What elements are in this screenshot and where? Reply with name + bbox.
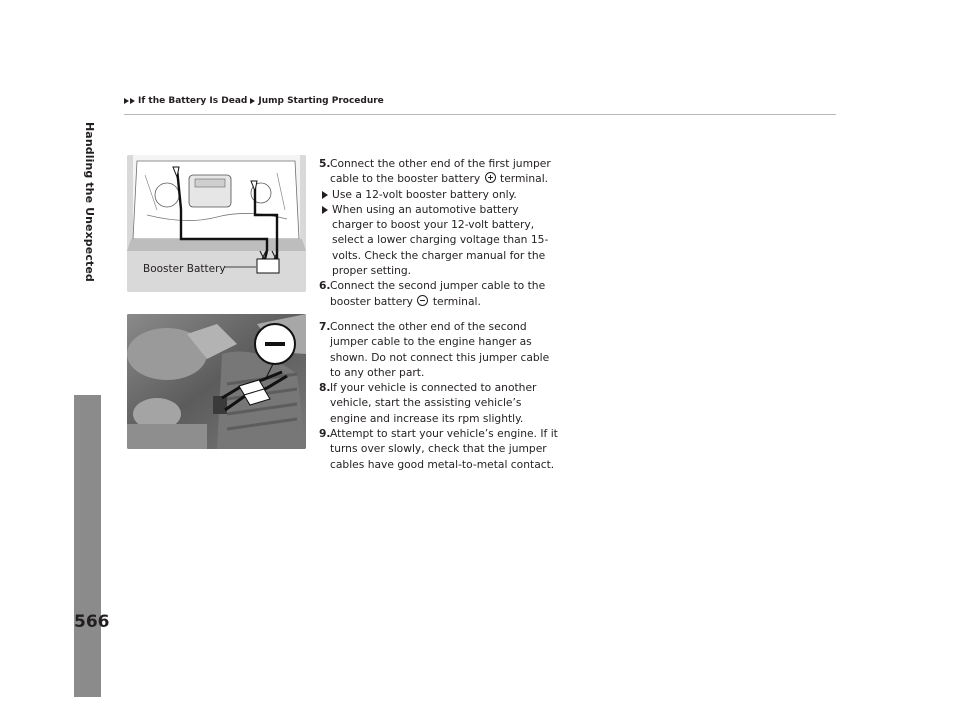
note-arrow-icon <box>322 206 328 214</box>
step-number: 7. <box>319 319 331 333</box>
chapter-tab[interactable] <box>74 395 101 697</box>
step-number: 5. <box>319 157 331 170</box>
note-text: Use a 12-volt booster battery only. <box>332 187 517 201</box>
step-8 <box>319 380 559 426</box>
procedure-steps <box>319 156 559 472</box>
note-charger <box>319 202 559 278</box>
breadcrumb-arrow-icon <box>130 98 135 104</box>
breadcrumb-arrow-icon <box>124 98 129 104</box>
step-number: 8. <box>319 381 331 395</box>
breadcrumb-topic: Jump Starting Procedure <box>258 96 384 106</box>
step-text: Connect the other end of the first jumper cable to the booster battery <box>330 157 551 186</box>
step-6 <box>319 278 559 309</box>
breadcrumb-section[interactable]: If the Battery Is Dead <box>138 96 248 106</box>
plus-terminal-icon <box>485 172 496 183</box>
step-text: Connect the second jumper cable to the booster battery <box>330 279 546 308</box>
minus-terminal-icon <box>417 295 428 306</box>
engine-hanger-photo <box>127 314 306 449</box>
breadcrumb-arrow-icon <box>250 98 255 104</box>
step-number: 6. <box>319 279 331 293</box>
breadcrumb <box>124 95 384 107</box>
note-arrow-icon <box>322 191 328 199</box>
header-rule <box>124 114 836 115</box>
engine-bay-illustration <box>127 155 306 292</box>
step-text: Connect the other end of the second jumper cable to the engine hanger as shown. Do not connect this jumper cable to any other part. <box>330 319 550 379</box>
step-text: If your vehicle is connected to another vehicle, start the assisting vehicle’s engine and increase its rpm slightly. <box>330 381 537 425</box>
step-text: terminal. <box>432 294 481 308</box>
booster-battery-callout: Booster Battery <box>143 263 226 275</box>
page-number: 566 <box>74 612 110 632</box>
step-9 <box>319 426 559 472</box>
step-7 <box>319 319 559 380</box>
step-text: terminal. <box>500 172 549 186</box>
note-text: When using an automotive battery charger to boost your 12-volt battery, select a lower charging voltage than 15-volts. Check the charger manual for the proper setting. <box>332 202 549 278</box>
step-number: 9. <box>319 427 331 441</box>
note-12-volt <box>319 187 559 202</box>
chapter-title: Handling the Unexpected <box>83 122 96 282</box>
step-5 <box>319 156 559 187</box>
step-text: Attempt to start your vehicle’s engine. If it turns over slowly, check that the jumper cables have good metal-to-metal contact. <box>330 427 558 471</box>
